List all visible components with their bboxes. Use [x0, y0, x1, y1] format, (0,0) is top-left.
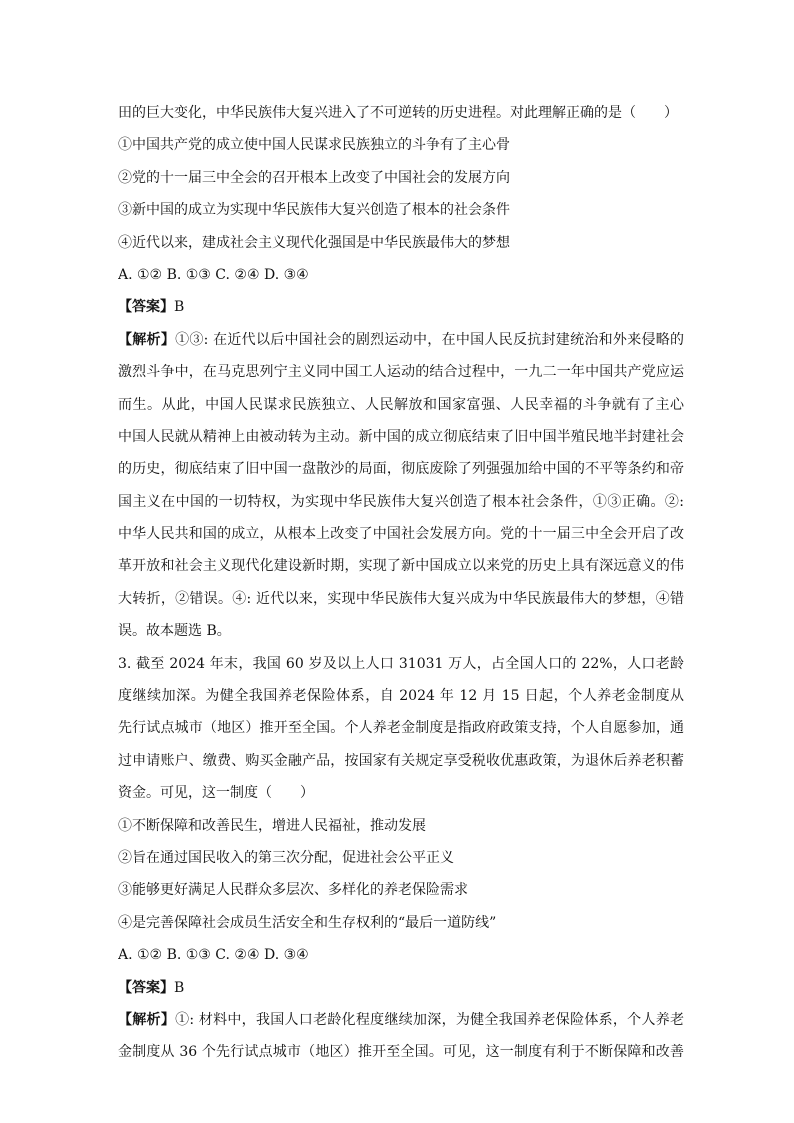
q2-analysis-line-1: [118, 324, 684, 356]
q2-option-4: ④近代以来，建成社会主义现代化强国是中华民族最伟大的梦想: [118, 234, 510, 251]
q3-stem-line-4: 过申请账户、缴费、购买金融产品，按国家有关规定享受税收优惠政策，为退休后养老积蓄: [118, 752, 684, 769]
q3-analysis-line-2: 金制度从 36 个先行试点城市（地区）推开至全国。可见，这一制度有利于不断保障和改善: [118, 1044, 684, 1061]
q2-analysis-line-9: 大转折，②错误。④: 近代以来，实现中华民族伟大复兴成为中华民族最伟大的梦想，④错: [118, 590, 684, 607]
q3-stem-line-5: 资金。可见，这一制度（ ）: [118, 785, 314, 802]
q2-analysis-label: 【解析】: [118, 331, 176, 348]
q3-option-1: ①不断保障和改善民生，增进人民福祉，推动发展: [118, 817, 426, 834]
q2-answer-label: 【答案】: [118, 299, 174, 316]
q3-stem-line-3: 先行试点城市（地区）推开至全国。个人养老金制度是指政府政策支持，个人自愿参加，通: [118, 720, 684, 737]
q2-analysis-line-7: 中华人民共和国的成立，从根本上改变了中国社会发展方向。党的十一届三中全会开启了改: [118, 526, 684, 543]
q3-stem-line-2: 度继续加深。为健全我国养老保险体系，自 2024 年 12 月 15 日起，个人养老金制度从: [118, 688, 684, 705]
page-content: [118, 97, 684, 1069]
q3-analysis-text-1: ①: 材料中，我国人口老龄化程度继续加深，为健全我国养老保险体系，个人养老: [175, 1011, 684, 1028]
q3-answer: [118, 972, 684, 1004]
q2-option-2: ②党的十一届三中全会的召开根本上改变了中国社会的发展方向: [118, 169, 510, 186]
q2-analysis-line-6: 国主义在中国的一切特权，为实现中华民族伟大复兴创造了根本社会条件，①③正确。②:: [118, 493, 684, 510]
q2-analysis-text-1: ①③: 在近代以后中国社会的剧烈运动中，在中国人民反抗封建统治和外来侵略的: [175, 331, 684, 348]
q3-option-4: ④是完善保障社会成员生活安全和生存权利的“最后一道防线”: [118, 914, 497, 931]
q2-option-1: ①中国共产党的成立使中国人民谋求民族独立的斗争有了主心骨: [118, 137, 510, 154]
q2-answer-value: B: [174, 299, 185, 316]
q2-answer: [118, 291, 684, 323]
q2-option-3: ③新中国的成立为实现中华民族伟大复兴创造了根本的社会条件: [118, 202, 510, 219]
q3-analysis-label: 【解析】: [118, 1011, 176, 1028]
q2-analysis-line-2: 激烈斗争中，在马克思列宁主义同中国工人运动的结合过程中，一九二一年中国共产党应运: [118, 364, 684, 381]
q3-answer-value: B: [174, 979, 185, 996]
q3-option-3: ③能够更好满足人民群众多层次、多样化的养老保险需求: [118, 882, 468, 899]
q3-option-2: ②旨在通过国民收入的第三次分配，促进社会公平正义: [118, 849, 454, 866]
q2-analysis-line-8: 革开放和社会主义现代化建设新时期，实现了新中国成立以来党的历史上具有深远意义的伟: [118, 558, 684, 575]
q3-choices: A. ①② B. ①③ C. ②④ D. ③④: [118, 947, 309, 964]
q2-stem-tail: 田的巨大变化，中华民族伟大复兴进入了不可逆转的历史进程。对此理解正确的是（ ）: [118, 105, 678, 121]
q2-choices: A. ①② B. ①③ C. ②④ D. ③④: [118, 266, 309, 283]
q2-analysis-line-5: 的历史，彻底结束了旧中国一盘散沙的局面，彻底废除了列强强加给中国的不平等条约和帝: [118, 461, 684, 478]
q3-analysis-line-1: [118, 1004, 684, 1036]
q3-answer-label: 【答案】: [118, 979, 174, 996]
q2-analysis-line-3: 而生。从此，中国人民谋求民族独立、人民解放和国家富强、人民幸福的斗争就有了主心: [118, 396, 684, 413]
q2-analysis-line-4: 中国人民就从精神上由被动转为主动。新中国的成立彻底结束了旧中国半殖民地半封建社会: [118, 428, 684, 445]
q3-stem-line-1: 3. 截至 2024 年末，我国 60 岁及以上人口 31031 万人，占全国人口的 22%，人口老龄: [118, 655, 684, 672]
q2-analysis-line-10: 误。故本题选 B。: [118, 623, 231, 640]
